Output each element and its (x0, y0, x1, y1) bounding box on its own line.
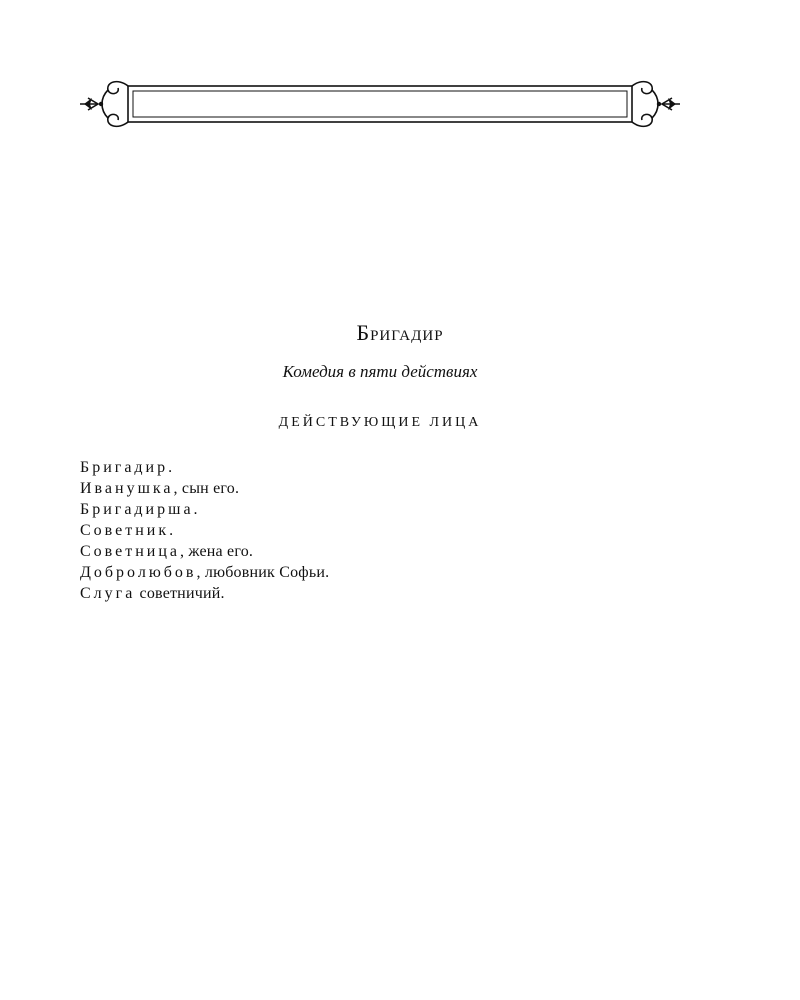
decorative-header-ornament (78, 74, 682, 134)
cast-desc: . (193, 501, 198, 518)
cast-list (80, 457, 329, 604)
cast-desc: советничий. (135, 585, 225, 602)
cast-name: Бригадир (80, 459, 169, 476)
cast-item (80, 478, 329, 499)
cast-item (80, 562, 329, 583)
cast-name: Иванушка (80, 480, 174, 497)
cast-heading: ДЕЙСТВУЮЩИЕ ЛИЦА (278, 415, 482, 430)
cast-item (80, 499, 329, 520)
cast-desc: , любовник Софьи. (196, 564, 330, 581)
page-title: Бригадир (356, 320, 444, 345)
cast-item (80, 457, 329, 478)
cast-name: Советник (80, 522, 170, 539)
cast-item (80, 541, 329, 562)
page-subtitle: Комедия в пяти действиях (282, 362, 478, 381)
cast-name: Добролюбов (80, 564, 197, 581)
cast-name: Бригадирша (80, 501, 194, 518)
cast-item (80, 583, 329, 604)
cast-desc: . (169, 522, 174, 539)
cast-name: Слуга (80, 585, 136, 602)
cast-name: Советница (80, 543, 181, 560)
cast-desc: , жена его. (180, 543, 254, 560)
cast-desc: . (168, 459, 173, 476)
cast-desc: , сын его. (173, 480, 240, 497)
cast-item (80, 520, 329, 541)
